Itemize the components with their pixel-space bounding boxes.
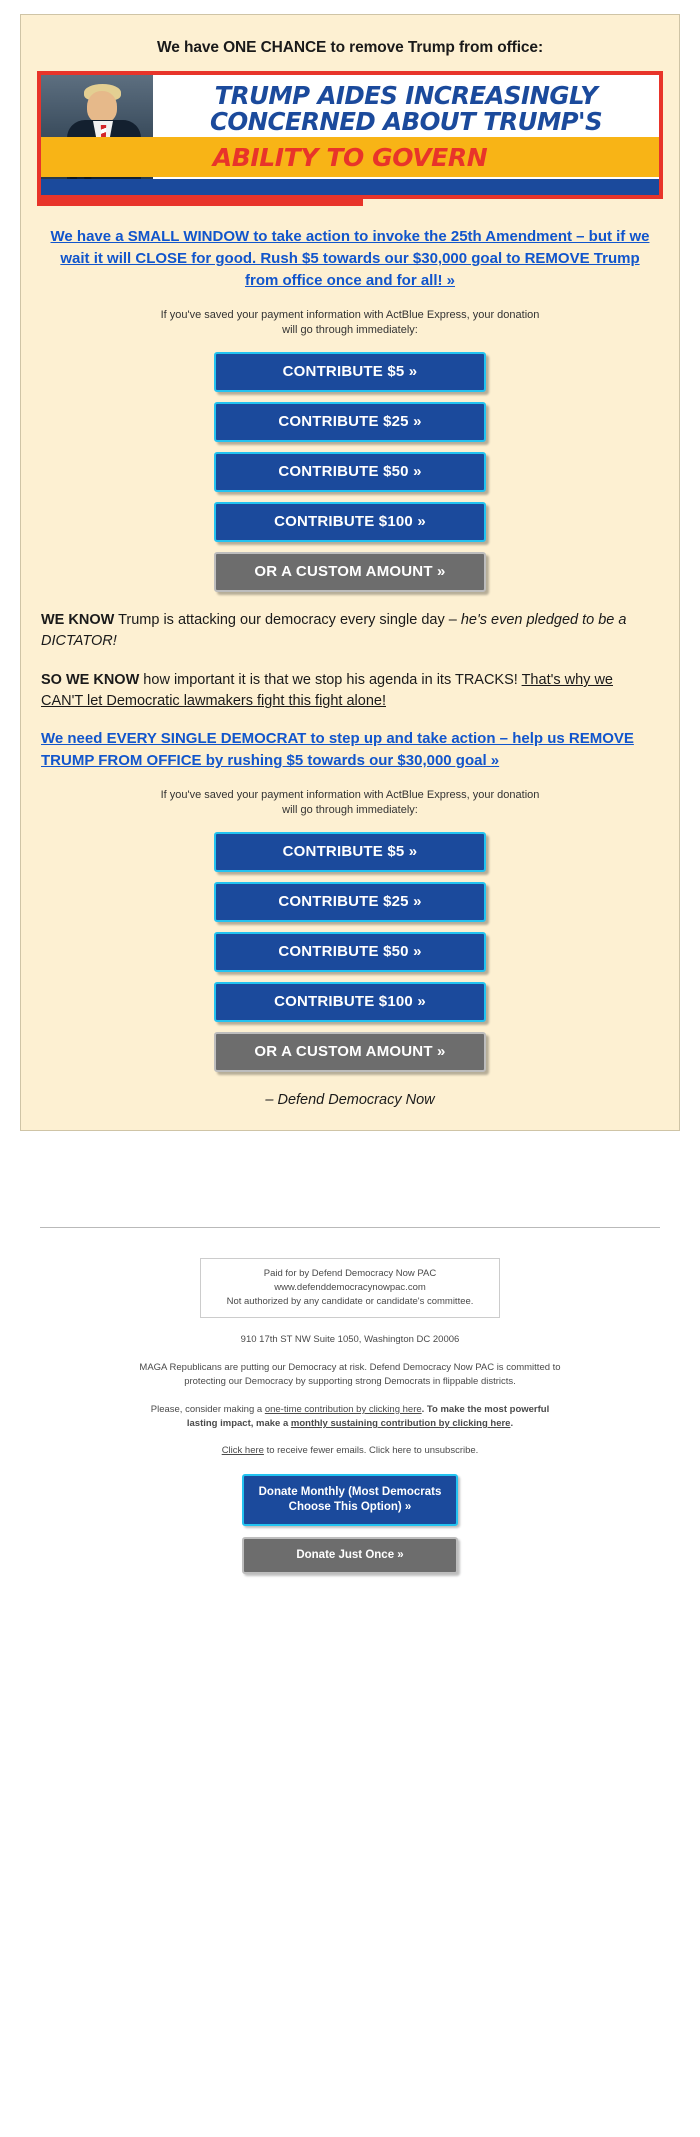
email-body-card <box>20 14 680 1131</box>
monthly-sustaining-link[interactable]: monthly sustaining contribution by clicking here <box>290 1418 511 1429</box>
paragraph-one-rest: Trump is attacking our democracy every single day – <box>114 612 461 628</box>
actblue-express-note-top <box>37 308 663 338</box>
actblue-express-note-bottom <box>37 788 663 818</box>
signoff: – Defend Democracy Now <box>265 1092 435 1108</box>
express-note-line-2-bottom: will go through immediately: <box>282 804 418 816</box>
photo-head <box>87 91 117 123</box>
paid-for-line-2: www.defenddemocracynowpac.com <box>274 1282 426 1293</box>
paragraph-two-underline: That's why we CAN'T let Democratic lawmakers fight this fight alone! <box>41 672 613 709</box>
banner-blue-bar <box>41 179 659 195</box>
email-page <box>0 14 700 1611</box>
contribute-5-button-top[interactable]: CONTRIBUTE $5 » <box>214 352 486 392</box>
paragraph-one-italic: he's even pledged to be a DICTATOR! <box>41 612 627 649</box>
express-note-line-1-bottom: If you've saved your payment information with ActBlue Express, your donation <box>160 789 540 801</box>
donate-monthly-button[interactable]: Donate Monthly (Most Democrats Choose This Option) » <box>242 1474 458 1526</box>
banner-inner <box>41 75 659 195</box>
paragraph-two <box>41 670 659 712</box>
banner-gold-bar <box>41 137 659 177</box>
consider-pre: Please, consider making a <box>150 1404 265 1415</box>
paragraph-one <box>41 610 659 652</box>
bottom-spacer <box>0 1585 700 1611</box>
top-call-to-action <box>45 226 655 292</box>
page-title: We have ONE CHANCE to remove Trump from office: <box>156 39 544 56</box>
banner-line-1: TRUMP AIDES INCREASINGLY <box>214 81 598 110</box>
donate-button-stack-bottom <box>214 832 486 1072</box>
banner-text <box>153 75 659 195</box>
top-donate-link[interactable]: We have a SMALL WINDOW to take action to invoke the 25th Amendment – but if we wait it will CLOSE for good. Rush $5 towards our $30,000 goal to REMOVE Trump from office once and for all! » <box>50 228 650 289</box>
fewer-emails-rest: to receive fewer emails. Click here to unsubscribe. <box>263 1445 479 1456</box>
consider-mid: . To make the most powerful lasting impact, make a <box>186 1404 550 1429</box>
fewer-emails-link[interactable]: Click here <box>221 1445 264 1456</box>
paragraph-one-lead: WE KNOW <box>41 612 115 628</box>
one-time-contribution-link[interactable]: one-time contribution by clicking here <box>264 1404 422 1415</box>
contribute-25-button-bottom[interactable]: CONTRIBUTE $25 » <box>214 882 486 922</box>
donate-once-button[interactable]: Donate Just Once » <box>242 1537 458 1574</box>
bottom-call-to-action <box>41 728 659 772</box>
contribute-100-button-bottom[interactable]: CONTRIBUTE $100 » <box>214 982 486 1022</box>
paid-for-line-1: Paid for by Defend Democracy Now PAC <box>263 1268 437 1279</box>
trump-photo <box>41 75 153 195</box>
custom-amount-button-top[interactable]: OR A CUSTOM AMOUNT » <box>214 552 486 592</box>
footer-donate-buttons <box>242 1474 458 1574</box>
donate-button-stack-top <box>214 352 486 592</box>
contribute-50-button-bottom[interactable]: CONTRIBUTE $50 » <box>214 932 486 972</box>
paragraph-two-lead: SO WE KNOW <box>41 672 140 688</box>
contribute-50-button-top[interactable]: CONTRIBUTE $50 » <box>214 452 486 492</box>
paid-for-disclosure-box <box>200 1258 500 1318</box>
mailing-address: 910 17th ST NW Suite 1050, Washington DC 20006 <box>240 1334 460 1345</box>
footer-unsubscribe-text <box>40 1445 660 1456</box>
express-note-line-1: If you've saved your payment information with ActBlue Express, your donation <box>160 309 540 321</box>
custom-amount-button-bottom[interactable]: OR A CUSTOM AMOUNT » <box>214 1032 486 1072</box>
express-note-line-2: will go through immediately: <box>282 324 418 336</box>
banner-line-3: ABILITY TO GOVERN <box>212 142 488 172</box>
contribute-25-button-top[interactable]: CONTRIBUTE $25 » <box>214 402 486 442</box>
banner-red-strip <box>37 199 363 206</box>
banner-image[interactable] <box>37 71 663 199</box>
footer-disclaimer: MAGA Republicans are putting our Democracy at risk. Defend Democracy Now PAC is committed to protecting our Democracy by supporting strong Democrats in flippable districts. <box>139 1362 561 1387</box>
banner-line-2: CONCERNED ABOUT TRUMP'S <box>209 107 603 136</box>
contribute-5-button-bottom[interactable]: CONTRIBUTE $5 » <box>214 832 486 872</box>
consider-post: . <box>510 1418 514 1429</box>
bottom-donate-link[interactable]: We need EVERY SINGLE DEMOCRAT to step up and take action – help us REMOVE TRUMP FROM OFFICE by rushing $5 towards our $30,000 goal » <box>41 730 634 769</box>
email-footer <box>40 1227 660 1574</box>
footer-consider-text <box>135 1403 565 1431</box>
paragraph-two-rest: how important it is that we stop his agenda in its TRACKS! <box>139 672 522 688</box>
paid-for-line-3: Not authorized by any candidate or candidate's committee. <box>226 1296 474 1307</box>
contribute-100-button-top[interactable]: CONTRIBUTE $100 » <box>214 502 486 542</box>
